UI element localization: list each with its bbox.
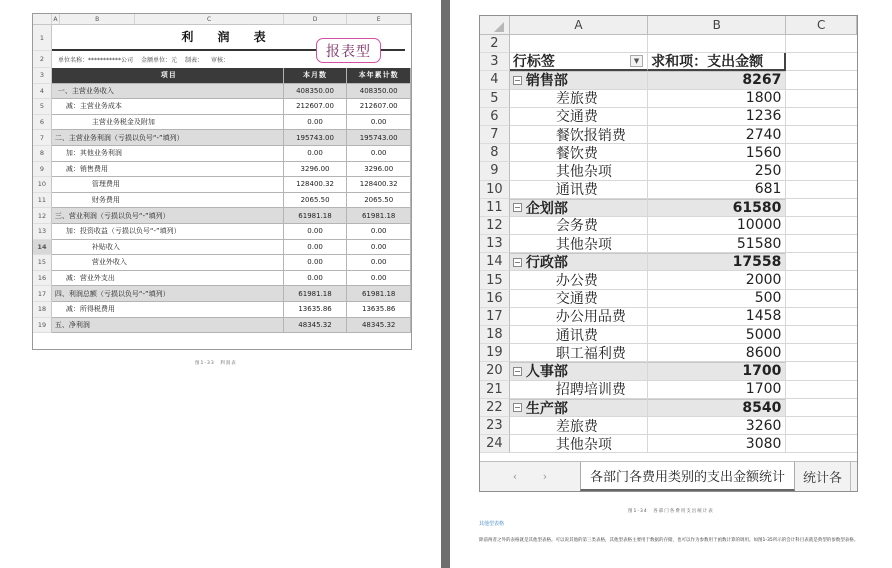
table-row: [33, 130, 411, 146]
select-all-corner[interactable]: [480, 16, 510, 35]
body-paragraph: 除前两者之外的表格就是其他型表格。可以说其他的第三类表格，其他型表格主要用于数据的存储，也可以作为参数用于函数计算的调用。如图1-35所示的会计科目表就是典型的参数型表格。: [479, 538, 859, 543]
pivot-item-row: [480, 344, 857, 362]
row-label-cell[interactable]: 其他杂项: [510, 435, 648, 453]
pivot-item-row: [480, 308, 857, 326]
ytd-cell[interactable]: 3296.00: [347, 162, 411, 178]
reviewer-label: 审核：: [211, 57, 230, 64]
row-number[interactable]: 6: [33, 115, 52, 131]
pivot-item-row: [480, 381, 857, 399]
row-number[interactable]: 13: [33, 224, 52, 240]
group-label: 销售部: [525, 73, 568, 90]
ytd-cell[interactable]: 0.00: [347, 146, 411, 162]
pivot-group-row: [480, 362, 857, 380]
row-label-cell[interactable]: 招聘培训费: [510, 381, 648, 399]
sum-value-cell[interactable]: 8540: [648, 399, 786, 417]
tab-stats-2[interactable]: 统计各: [795, 462, 851, 491]
ytd-cell[interactable]: 0.00: [347, 240, 411, 256]
item-cell[interactable]: 减：营业外支出: [52, 271, 284, 287]
table-row: [33, 193, 411, 209]
row-label-cell[interactable]: [510, 71, 648, 89]
cell[interactable]: [786, 181, 857, 199]
item-cell[interactable]: 减：所得税费用: [52, 302, 284, 318]
sum-value-cell[interactable]: 5000: [648, 326, 786, 344]
item-cell[interactable]: 二、主营业务利润（亏损以负号“-”填列）: [52, 130, 284, 146]
item-cell[interactable]: 减：销售费用: [52, 162, 284, 178]
cell[interactable]: [786, 381, 857, 399]
pivot-item-row: [480, 181, 857, 199]
cell[interactable]: [786, 126, 857, 144]
month-cell[interactable]: 0.00: [284, 240, 348, 256]
row-labels-text: 行标签: [512, 54, 555, 71]
row-label-cell[interactable]: 职工福利费: [510, 344, 648, 362]
item-cell[interactable]: 三、营业利润（亏损以负号“-”填列）: [52, 208, 284, 224]
table-header-row: [33, 68, 411, 84]
row-number[interactable]: 2: [480, 35, 510, 53]
col-header-b[interactable]: B: [648, 16, 786, 35]
ytd-cell[interactable]: 0.00: [347, 255, 411, 271]
company-name: 单位名称：***********公司: [58, 57, 134, 64]
ytd-cell[interactable]: 48345.32: [347, 318, 411, 334]
collapse-icon[interactable]: −: [513, 203, 521, 213]
column-header-row: [33, 14, 411, 25]
row-number[interactable]: 14: [480, 253, 510, 271]
month-cell[interactable]: 0.00: [284, 146, 348, 162]
month-cell[interactable]: 48345.32: [284, 318, 348, 334]
table-row: [33, 318, 411, 334]
sum-value-cell[interactable]: 17558: [648, 253, 786, 271]
row-number[interactable]: 21: [480, 381, 510, 399]
cell[interactable]: [786, 162, 857, 180]
table-row: [33, 224, 411, 240]
cell[interactable]: [786, 344, 857, 362]
row-label-cell[interactable]: 餐饮报销费: [510, 126, 648, 144]
pivot-item-row: [480, 326, 857, 344]
pivot-item-row: [480, 435, 857, 453]
row-number[interactable]: 1: [33, 25, 52, 51]
pivot-rows: [480, 71, 857, 453]
cell[interactable]: [786, 35, 857, 53]
sum-value-cell[interactable]: 1458: [648, 308, 786, 326]
sheet-title[interactable]: 利 润 表: [52, 25, 405, 51]
table-row: [33, 208, 411, 224]
cell[interactable]: [786, 53, 857, 71]
row-number[interactable]: 24: [480, 435, 510, 453]
row-number[interactable]: 15: [33, 255, 52, 271]
select-all-corner[interactable]: [33, 14, 52, 24]
month-cell[interactable]: 3296.00: [284, 162, 348, 178]
tab-next-icon[interactable]: ›: [542, 470, 548, 483]
ytd-cell[interactable]: 2065.50: [347, 193, 411, 209]
table-row: [33, 84, 411, 100]
row-number[interactable]: 3: [33, 68, 52, 84]
row-label-cell[interactable]: 餐饮费: [510, 144, 648, 162]
row-label-cell[interactable]: 通讯费: [510, 326, 648, 344]
pivot-item-row: [480, 235, 857, 253]
col-header-c[interactable]: C: [786, 16, 857, 35]
cell[interactable]: [786, 71, 857, 89]
month-cell[interactable]: 0.00: [284, 271, 348, 287]
row-number[interactable]: 16: [33, 271, 52, 287]
row-number[interactable]: 19: [33, 318, 52, 334]
cell[interactable]: [786, 271, 857, 289]
ytd-cell[interactable]: 0.00: [347, 271, 411, 287]
row-number[interactable]: 17: [480, 308, 510, 326]
item-cell[interactable]: 加：投资收益（亏损以负号“-”填列）: [52, 224, 284, 240]
sum-value-cell[interactable]: 51580: [648, 235, 786, 253]
group-label: 生产部: [525, 400, 568, 417]
sum-value-cell[interactable]: 10000: [648, 217, 786, 235]
row-number[interactable]: 13: [480, 235, 510, 253]
header-ytd[interactable]: 本年累计数: [347, 68, 411, 84]
item-cell[interactable]: 主营业务税金及附加: [52, 115, 284, 131]
collapse-icon[interactable]: −: [513, 366, 521, 376]
month-cell[interactable]: 0.00: [284, 224, 348, 240]
row-number[interactable]: 14: [33, 240, 52, 256]
table-row: [33, 177, 411, 193]
collapse-icon[interactable]: −: [513, 75, 521, 85]
sum-value-cell[interactable]: 2740: [648, 126, 786, 144]
month-cell[interactable]: 61981.18: [284, 286, 348, 302]
cell[interactable]: [786, 362, 857, 380]
item-cell[interactable]: 四、利润总额（亏损以负号“-”填列）: [52, 286, 284, 302]
col-header-c[interactable]: C: [135, 14, 283, 24]
report-type-stamp: 报表型: [316, 38, 381, 63]
row-label-cell[interactable]: 办公用品费: [510, 308, 648, 326]
cell[interactable]: [786, 90, 857, 108]
col-header-a[interactable]: A: [52, 14, 60, 24]
sum-value-cell[interactable]: 1560: [648, 144, 786, 162]
item-cell[interactable]: 五、净利润: [52, 318, 284, 334]
row-number[interactable]: 9: [33, 162, 52, 178]
table-row: [33, 162, 411, 178]
row-number[interactable]: 15: [480, 271, 510, 289]
cell[interactable]: [510, 35, 648, 53]
pivot-item-row: [480, 217, 857, 235]
sum-value-cell[interactable]: 61580: [648, 199, 786, 217]
month-cell[interactable]: 0.00: [284, 255, 348, 271]
ytd-cell[interactable]: 408350.00: [347, 84, 411, 100]
row-label-cell[interactable]: 差旅费: [510, 90, 648, 108]
row-number[interactable]: 12: [480, 217, 510, 235]
item-cell[interactable]: 加：其他业务利润: [52, 146, 284, 162]
row-number[interactable]: 12: [33, 208, 52, 224]
row-label-cell[interactable]: 差旅费: [510, 417, 648, 435]
cell[interactable]: [786, 108, 857, 126]
row-number[interactable]: 7: [33, 130, 52, 146]
pivot-item-row: [480, 144, 857, 162]
row-label-cell[interactable]: 其他杂项: [510, 162, 648, 180]
row-label-cell[interactable]: [510, 199, 648, 217]
ytd-cell[interactable]: 212607.00: [347, 99, 411, 115]
row-number[interactable]: 4: [480, 71, 510, 89]
cell[interactable]: [786, 217, 857, 235]
ytd-cell[interactable]: 61981.18: [347, 208, 411, 224]
table-row: [33, 271, 411, 287]
table-row: [33, 146, 411, 162]
row-label-cell[interactable]: 会务费: [510, 217, 648, 235]
pivot-item-row: [480, 417, 857, 435]
item-cell[interactable]: 财务费用: [52, 193, 284, 209]
row-labels-header[interactable]: [510, 53, 648, 71]
ytd-cell[interactable]: 0.00: [347, 115, 411, 131]
ytd-cell[interactable]: 61981.18: [347, 286, 411, 302]
pivot-group-row: [480, 71, 857, 89]
pivot-item-row: [480, 108, 857, 126]
collapse-icon[interactable]: −: [513, 257, 521, 267]
row-number[interactable]: 3: [480, 53, 510, 71]
sum-value-cell[interactable]: 1236: [648, 108, 786, 126]
item-cell[interactable]: 一、主营业务收入: [52, 84, 284, 100]
cell[interactable]: [786, 290, 857, 308]
row-number[interactable]: 18: [480, 326, 510, 344]
table-row: [33, 240, 411, 256]
table-row: [33, 115, 411, 131]
cell[interactable]: [786, 144, 857, 162]
cell[interactable]: [786, 235, 857, 253]
row-label-cell[interactable]: 通讯费: [510, 181, 648, 199]
sum-value-cell[interactable]: 3260: [648, 417, 786, 435]
row-number[interactable]: 5: [33, 99, 52, 115]
header-item[interactable]: 项目: [52, 68, 284, 84]
month-cell[interactable]: 408350.00: [284, 84, 348, 100]
ytd-cell[interactable]: 128400.32: [347, 177, 411, 193]
row-number[interactable]: 11: [33, 193, 52, 209]
month-cell[interactable]: 195743.00: [284, 130, 348, 146]
col-header-d[interactable]: D: [284, 14, 348, 24]
sum-value-cell[interactable]: 681: [648, 181, 786, 199]
row-number[interactable]: 17: [33, 286, 52, 302]
income-statement-sheet: [32, 13, 412, 350]
currency-unit: 金额单位：元: [141, 57, 178, 64]
cell[interactable]: [786, 435, 857, 453]
month-cell[interactable]: 128400.32: [284, 177, 348, 193]
col-header-a[interactable]: A: [510, 16, 648, 35]
group-label: 行政部: [525, 255, 568, 272]
row-label-cell[interactable]: [510, 253, 648, 271]
row-label-cell[interactable]: 交通费: [510, 108, 648, 126]
sum-value-cell[interactable]: 1700: [648, 362, 786, 380]
ytd-cell[interactable]: 195743.00: [347, 130, 411, 146]
row-label-cell[interactable]: 其他杂项: [510, 235, 648, 253]
section-title: 其他型表格: [479, 521, 505, 527]
table-row: [33, 99, 411, 115]
ytd-cell[interactable]: 0.00: [347, 224, 411, 240]
sum-header[interactable]: 求和项：支出金额: [648, 53, 786, 71]
item-cell[interactable]: 管理费用: [52, 177, 284, 193]
ytd-cell[interactable]: 13635.86: [347, 302, 411, 318]
month-cell[interactable]: 0.00: [284, 115, 348, 131]
row-number[interactable]: 23: [480, 417, 510, 435]
sum-value-cell[interactable]: 1800: [648, 90, 786, 108]
tab-dept-expense-stats[interactable]: 各部门各费用类别的支出金额统计: [580, 462, 795, 491]
filter-dropdown-icon[interactable]: ▼: [630, 55, 643, 67]
table-row: [33, 302, 411, 318]
sum-value-cell[interactable]: 8267: [648, 71, 786, 89]
figure-caption: 图1-33 利润表: [195, 361, 237, 366]
cell[interactable]: [786, 199, 857, 217]
row-number[interactable]: 4: [33, 84, 52, 100]
col-header-b[interactable]: B: [60, 14, 136, 24]
row-label-cell[interactable]: 办公费: [510, 271, 648, 289]
sum-value-cell[interactable]: 8600: [648, 344, 786, 362]
pivot-item-row: [480, 290, 857, 308]
sum-value-cell[interactable]: 250: [648, 162, 786, 180]
income-rows: [33, 84, 411, 334]
row-number[interactable]: 10: [33, 177, 52, 193]
cell[interactable]: [786, 399, 857, 417]
group-label: 企划部: [525, 200, 568, 217]
maker-label: 制表：: [185, 57, 204, 64]
row-number[interactable]: 10: [480, 181, 510, 199]
column-header-row: [480, 16, 857, 35]
row-number[interactable]: 19: [480, 344, 510, 362]
sum-value-cell[interactable]: 2000: [648, 271, 786, 289]
pivot-item-row: [480, 90, 857, 108]
row-number[interactable]: 5: [480, 90, 510, 108]
collapse-icon[interactable]: −: [513, 403, 521, 413]
item-cell[interactable]: 营业外收入: [52, 255, 284, 271]
row-number[interactable]: 2: [33, 51, 52, 68]
row-number[interactable]: 11: [480, 199, 510, 217]
row-number[interactable]: 6: [480, 108, 510, 126]
row-number[interactable]: 22: [480, 399, 510, 417]
cell[interactable]: [786, 253, 857, 271]
pivot-item-row: [480, 162, 857, 180]
cell[interactable]: [786, 417, 857, 435]
sum-value-cell[interactable]: 1700: [648, 381, 786, 399]
pivot-table-sheet: [479, 15, 858, 492]
month-cell[interactable]: 13635.86: [284, 302, 348, 318]
col-header-e[interactable]: E: [347, 14, 411, 24]
row-number[interactable]: 8: [33, 146, 52, 162]
month-cell[interactable]: 212607.00: [284, 99, 348, 115]
tab-prev-icon[interactable]: ‹: [512, 470, 518, 483]
row-number[interactable]: 9: [480, 162, 510, 180]
cell[interactable]: [786, 326, 857, 344]
row-number[interactable]: 7: [480, 126, 510, 144]
cell[interactable]: [786, 308, 857, 326]
row-label-cell[interactable]: 交通费: [510, 290, 648, 308]
row-number[interactable]: 8: [480, 144, 510, 162]
pivot-header-row: [480, 53, 857, 71]
table-row: [33, 255, 411, 271]
pivot-item-row: [480, 126, 857, 144]
row-label-cell[interactable]: [510, 362, 648, 380]
left-page: [0, 0, 441, 568]
row-number[interactable]: 20: [480, 362, 510, 380]
table-row: [33, 286, 411, 302]
item-cell[interactable]: 补贴收入: [52, 240, 284, 256]
row-label-cell[interactable]: [510, 399, 648, 417]
sum-value-cell[interactable]: 500: [648, 290, 786, 308]
pivot-group-row: [480, 253, 857, 271]
pivot-item-row: [480, 271, 857, 289]
sum-value-cell[interactable]: 3080: [648, 435, 786, 453]
right-page: [450, 0, 892, 568]
pivot-group-row: [480, 199, 857, 217]
group-label: 人事部: [525, 364, 568, 381]
page-gutter: [441, 0, 450, 568]
sheet-tab-bar: [480, 461, 857, 491]
pivot-group-row: [480, 399, 857, 417]
header-month[interactable]: 本月数: [284, 68, 348, 84]
row-number[interactable]: 16: [480, 290, 510, 308]
item-cell[interactable]: 减：主营业务成本: [52, 99, 284, 115]
figure-caption: 图1-34 各部门各费用支出统计表: [628, 509, 714, 514]
month-cell[interactable]: 61981.18: [284, 208, 348, 224]
row-number[interactable]: 18: [33, 302, 52, 318]
month-cell[interactable]: 2065.50: [284, 193, 348, 209]
